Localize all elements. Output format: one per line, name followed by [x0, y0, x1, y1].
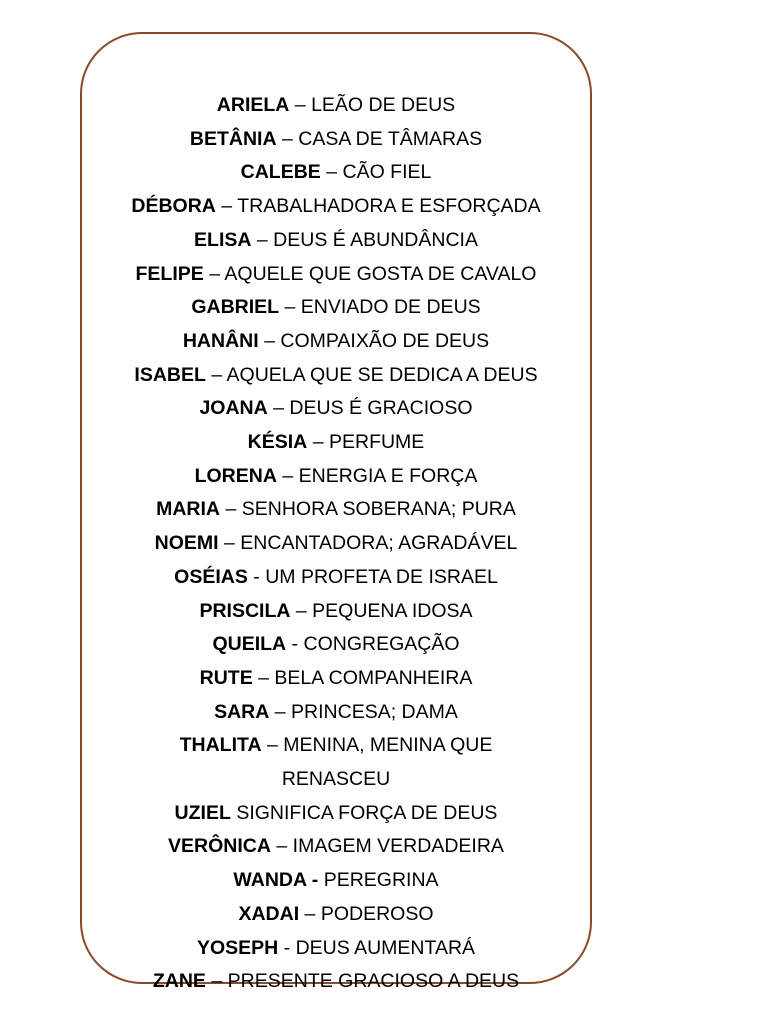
entry-separator: – — [218, 532, 241, 555]
name-entry — [82, 493, 590, 527]
name-entry — [82, 662, 590, 696]
entry-name: BETÂNIA — [189, 127, 277, 150]
entry-name: ELISA — [194, 228, 252, 251]
entry-name: KÉSIA — [247, 431, 308, 454]
name-entry — [82, 123, 590, 157]
entry-name: THALITA — [179, 734, 262, 757]
name-entry — [82, 965, 590, 999]
name-entry — [82, 190, 590, 224]
entry-name: SARA — [214, 700, 270, 723]
entry-name: LORENA — [194, 464, 277, 487]
name-entry — [82, 763, 590, 797]
name-entry — [82, 595, 590, 629]
entry-name: DÉBORA — [131, 195, 216, 218]
entry-meaning: AQUELE QUE GOSTA DE CAVALO — [224, 262, 537, 285]
entry-name: NOEMI — [154, 532, 219, 555]
name-entry — [82, 830, 590, 864]
entry-meaning: LEÃO DE DEUS — [311, 94, 456, 116]
entry-name: HANÂNI — [182, 329, 259, 352]
entry-name: PRISCILA — [199, 599, 291, 622]
entry-name: ARIELA — [216, 94, 290, 116]
entry-meaning: DEUS É ABUNDÂNCIA — [273, 228, 478, 251]
entry-separator: – — [205, 970, 228, 993]
entry-name: MARIA — [156, 498, 221, 521]
entry-meaning: ENCANTADORA; AGRADÁVEL — [240, 532, 518, 555]
entry-name: CALEBE — [240, 161, 321, 184]
entry-meaning: CÃO FIEL — [342, 161, 432, 184]
entry-separator: – — [299, 902, 321, 925]
name-entry — [82, 89, 590, 123]
entry-meaning: TRABALHADORA E ESFORÇADA — [237, 195, 541, 218]
entry-meaning: PERFUME — [328, 431, 425, 454]
entry-meaning: PRINCESA; DAMA — [291, 700, 458, 723]
entry-separator: - — [247, 565, 266, 588]
entry-meaning: MENINA, MENINA QUE — [283, 734, 493, 757]
name-entry — [82, 932, 590, 966]
entry-name: JOANA — [199, 397, 268, 420]
entry-name: OSÉIAS — [174, 565, 248, 588]
entry-meaning: ENVIADO DE DEUS — [300, 296, 481, 319]
entry-separator: – — [320, 161, 343, 184]
entry-meaning: UM PROFETA DE ISRAEL — [265, 565, 498, 588]
entry-separator: – — [307, 431, 329, 454]
entry-name: YOSEPH — [196, 936, 279, 959]
entry-name: XADAI — [238, 902, 300, 925]
entry-meaning: DEUS AUMENTARÁ — [295, 936, 476, 959]
entry-meaning: PEREGRINA — [323, 869, 439, 892]
entry-meaning: IMAGEM VERDADEIRA — [292, 835, 504, 858]
entry-meaning: COMPAIXÃO DE DEUS — [280, 329, 490, 352]
name-entry — [82, 392, 590, 426]
entry-separator: - — [286, 633, 304, 656]
entry-separator: – — [267, 397, 290, 420]
entry-separator: – — [258, 329, 281, 352]
name-entry — [82, 156, 590, 190]
entry-name: UZIEL — [174, 801, 231, 824]
entry-name: VERÔNICA — [168, 835, 271, 858]
entry-meaning: ENERGIA E FORÇA — [298, 464, 478, 487]
entry-separator: – — [270, 835, 293, 858]
entry-meaning: DEUS É GRACIOSO — [289, 397, 473, 420]
entry-name: ZANE — [152, 970, 206, 993]
entry-meaning: SIGNIFICA FORÇA DE DEUS — [236, 801, 498, 824]
entry-separator: – — [205, 363, 227, 386]
name-entry — [82, 460, 590, 494]
name-entry — [82, 359, 590, 393]
names-list — [82, 89, 590, 999]
entry-separator: – — [279, 296, 301, 319]
name-entry — [82, 291, 590, 325]
name-entry — [82, 561, 590, 595]
entry-separator: – — [269, 700, 292, 723]
name-entry — [82, 696, 590, 730]
entry-meaning: AQUELA QUE SE DEDICA A DEUS — [226, 363, 538, 386]
entry-separator: – — [203, 262, 225, 285]
names-card — [80, 32, 592, 993]
name-entry — [82, 426, 590, 460]
name-entry — [82, 258, 590, 292]
entry-separator: – — [215, 195, 238, 218]
entry-name: RUTE — [199, 666, 253, 689]
entry-meaning: CONGREGAÇÃO — [303, 633, 460, 656]
entry-name: ISABEL — [134, 363, 206, 386]
entry-separator: - — [278, 936, 296, 959]
entry-separator: – — [220, 498, 242, 521]
entry-name: QUEILA — [212, 633, 287, 656]
entry-separator: – — [251, 228, 274, 251]
entry-name: GABRIEL — [191, 296, 280, 319]
name-entry — [82, 898, 590, 932]
entry-name: FELIPE — [135, 262, 204, 285]
name-entry — [82, 797, 590, 831]
entry-meaning: BELA COMPANHEIRA — [274, 666, 473, 689]
entry-meaning: RENASCEU — [281, 768, 391, 791]
entry-separator: – — [261, 734, 284, 757]
entry-meaning: PODEROSO — [320, 902, 434, 925]
name-entry — [82, 325, 590, 359]
entry-meaning: PRESENTE GRACIOSO A DEUS — [227, 970, 520, 993]
entry-separator: – — [276, 127, 299, 150]
name-entry — [82, 224, 590, 258]
entry-separator: – — [289, 94, 312, 116]
entry-separator: – — [276, 464, 299, 487]
entry-meaning: SENHORA SOBERANA; PURA — [241, 498, 516, 521]
entry-meaning: PEQUENA IDOSA — [312, 599, 473, 622]
name-entry — [82, 729, 590, 763]
name-entry — [82, 628, 590, 662]
entry-separator: – — [290, 599, 313, 622]
entry-separator: – — [252, 666, 275, 689]
entry-name: WANDA - — [233, 869, 319, 892]
entry-meaning: CASA DE TÂMARAS — [298, 127, 483, 150]
name-entry — [82, 527, 590, 561]
name-entry — [82, 864, 590, 898]
